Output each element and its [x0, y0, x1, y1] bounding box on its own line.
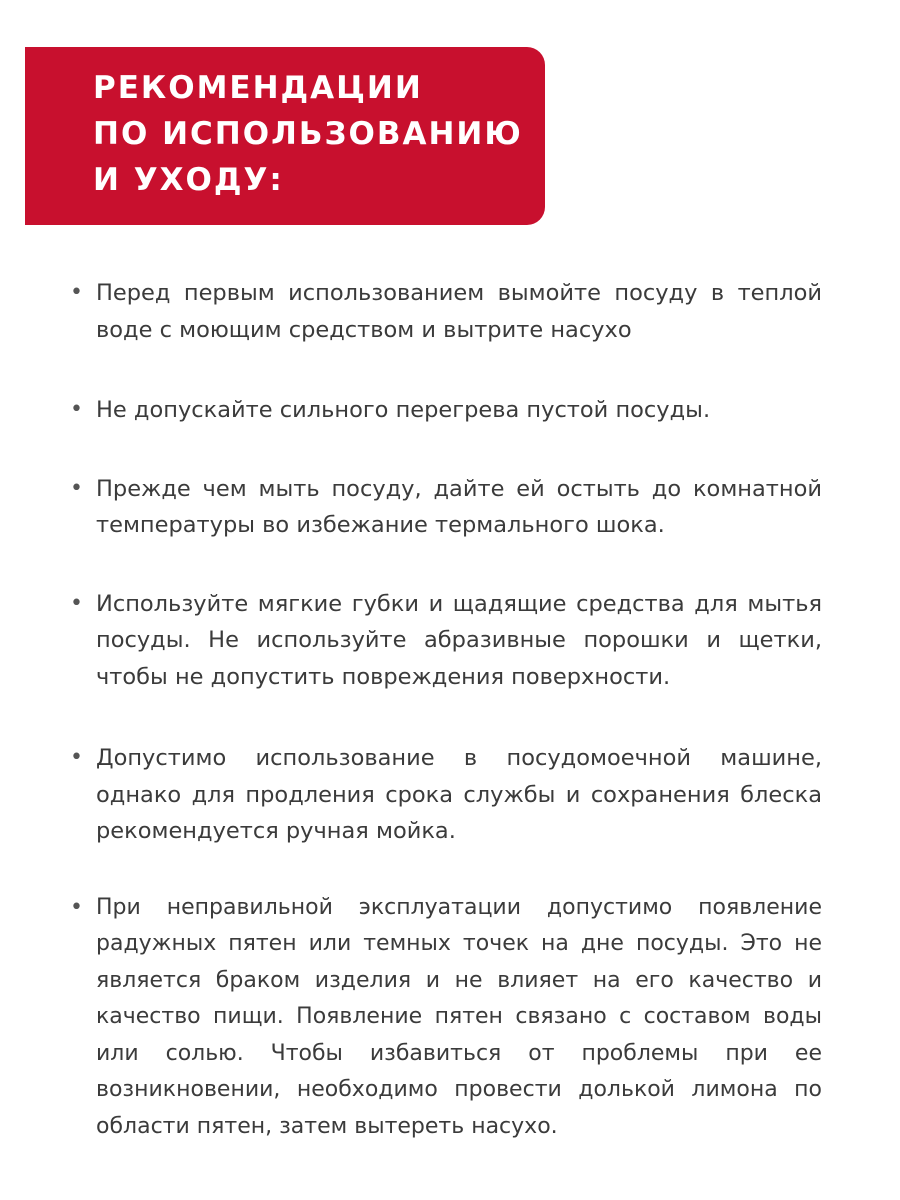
bullet-icon: •	[70, 590, 83, 616]
tip-text: При неправильной эксплуатации допустимо появление радужных пятен или темных точек на дне посуды. Это не является браком изделия и не влияет на его качество и качество пищи. Появление пятен связано с составом воды или солью. Чтобы избавиться от проблемы при ее возникновении, необходимо провести долькой лимона по области пятен, затем вытереть насухо.	[96, 894, 822, 1139]
list-item	[70, 740, 822, 850]
list-item	[70, 586, 822, 696]
header-banner	[25, 47, 545, 225]
bullet-icon: •	[70, 397, 83, 422]
list-spacer	[70, 850, 822, 890]
tip-text: Используйте мягкие губки и щадящие средства для мытья посуды. Не используйте абразивные порошки и щетки, чтобы не допустить повреждения поверхности.	[96, 590, 822, 690]
bullet-icon: •	[70, 280, 83, 305]
title-line-3: И УХОДУ:	[93, 162, 284, 198]
list-item	[70, 392, 822, 429]
list-item	[70, 890, 822, 1146]
bullet-icon: •	[70, 894, 83, 920]
list-item	[70, 275, 822, 348]
tip-text: Прежде чем мыть посуду, дайте ей остыть до комнатной температуры во избежание термального шока.	[96, 475, 822, 538]
list-spacer	[70, 348, 822, 392]
title-line-1: РЕКОМЕНДАЦИИ	[93, 70, 423, 106]
tip-text: Перед первым использованием вымойте посуду в теплой воде с моющим средством и вытрите насухо	[96, 280, 822, 343]
page-title	[93, 65, 545, 203]
list-item	[70, 471, 822, 544]
bullet-icon: •	[70, 745, 83, 770]
title-line-2: ПО ИСПОЛЬЗОВАНИЮ	[93, 116, 523, 152]
list-spacer	[70, 544, 822, 586]
tip-text: Не допускайте сильного перегрева пустой посуды.	[96, 397, 711, 423]
list-spacer	[70, 695, 822, 740]
tip-text: Допустимо использование в посудомоечной машине, однако для продления срока службы и сохранения блеска рекомендуется ручная мойка.	[96, 745, 822, 844]
care-tips-list	[70, 275, 822, 1145]
bullet-icon: •	[70, 475, 83, 501]
list-spacer	[70, 429, 822, 471]
